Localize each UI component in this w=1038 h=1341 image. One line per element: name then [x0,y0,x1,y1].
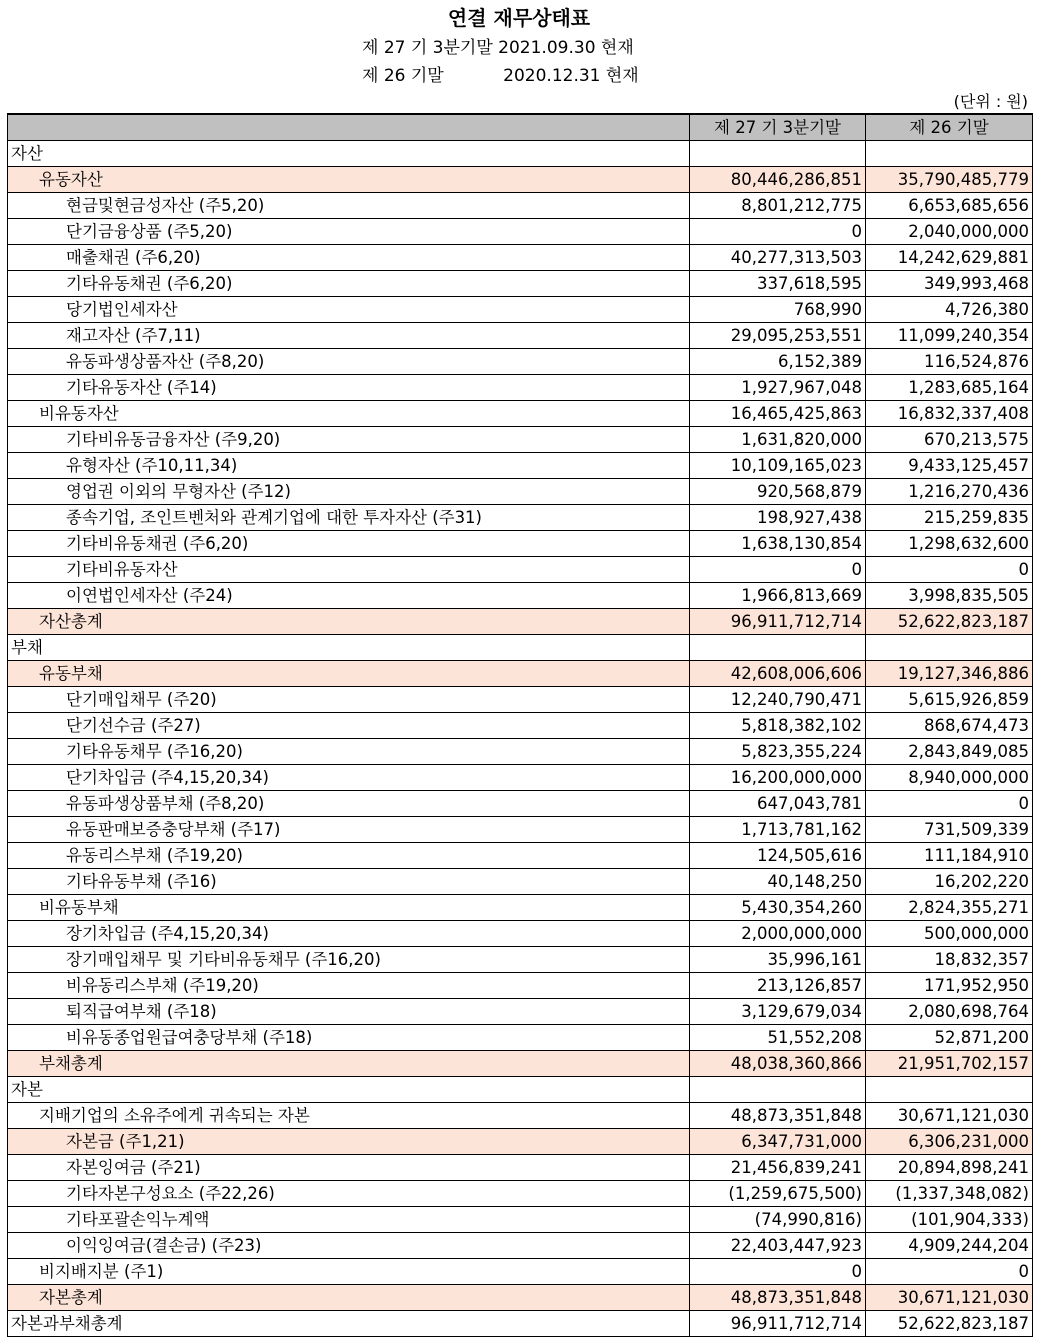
current-period-value [690,1077,866,1103]
current-period-value: 35,996,161 [690,947,866,973]
previous-period-value [866,141,1033,167]
row-label: 유동자산 [8,167,690,193]
table-row [8,973,1033,999]
previous-period-value: 18,832,357 [866,947,1033,973]
balance-sheet-table [7,113,1033,1337]
unit-label: (단위 : 원) [953,92,1028,111]
previous-period-value: 30,671,121,030 [866,1103,1033,1129]
row-label: 비유동자산 [8,401,690,427]
table-row [8,1311,1033,1337]
table-row [8,245,1033,271]
header-previous-period: 제 26 기말 [866,114,1033,141]
table-row [8,1285,1033,1311]
table-row [8,687,1033,713]
row-label: 단기선수금 (주27) [8,713,690,739]
previous-period-value: 116,524,876 [866,349,1033,375]
current-period-value: 1,966,813,669 [690,583,866,609]
previous-period-value: 0 [866,1259,1033,1285]
current-period-value: 920,568,879 [690,479,866,505]
row-label: 장기매입채무 및 기타비유동채무 (주16,20) [8,947,690,973]
row-label: 기타비유동채권 (주6,20) [8,531,690,557]
previous-period-value: 1,283,685,164 [866,375,1033,401]
current-period-value: 5,823,355,224 [690,739,866,765]
current-period-value: 12,240,790,471 [690,687,866,713]
table-row [8,349,1033,375]
current-period-value: 1,631,820,000 [690,427,866,453]
previous-period-value: 9,433,125,457 [866,453,1033,479]
row-label: 유동리스부채 (주19,20) [8,843,690,869]
row-label: 비유동부채 [8,895,690,921]
header-current-period: 제 27 기 3분기말 [690,114,866,141]
current-period-value: 96,911,712,714 [690,1311,866,1337]
current-period-value: 3,129,679,034 [690,999,866,1025]
previous-period-value: 6,306,231,000 [866,1129,1033,1155]
period-current: 제 27 기 3분기말 2021.09.30 현재 [362,38,634,58]
table-row [8,479,1033,505]
current-period-value: 22,403,447,923 [690,1233,866,1259]
current-period-value: 0 [690,219,866,245]
previous-period-value: 731,509,339 [866,817,1033,843]
table-row [8,1103,1033,1129]
current-period-value: 198,927,438 [690,505,866,531]
current-period-value: 96,911,712,714 [690,609,866,635]
current-period-value: (74,990,816) [690,1207,866,1233]
row-label: 종속기업, 조인트벤처와 관계기업에 대한 투자자산 (주31) [8,505,690,531]
table-header-row [8,114,1033,141]
current-period-value: 337,618,595 [690,271,866,297]
table-row [8,921,1033,947]
row-label: 단기금융상품 (주5,20) [8,219,690,245]
row-label: 퇴직급여부채 (주18) [8,999,690,1025]
row-label: 단기차입금 (주4,15,20,34) [8,765,690,791]
row-label: 자산 [8,141,690,167]
table-row [8,999,1033,1025]
current-period-value: 213,126,857 [690,973,866,999]
header-account [8,114,690,141]
previous-period-value: 0 [866,791,1033,817]
previous-period-value: 5,615,926,859 [866,687,1033,713]
table-row [8,427,1033,453]
current-period-value: 6,152,389 [690,349,866,375]
row-label: 유동판매보증충당부채 (주17) [8,817,690,843]
table-row [8,323,1033,349]
table-row [8,141,1033,167]
row-label: 이연법인세자산 (주24) [8,583,690,609]
previous-period-value: 1,216,270,436 [866,479,1033,505]
document-title: 연결 재무상태표 [447,6,591,30]
table-row [8,843,1033,869]
row-label: 기타유동자산 (주14) [8,375,690,401]
row-label: 단기매입채무 (주20) [8,687,690,713]
row-label: 유동파생상품자산 (주8,20) [8,349,690,375]
row-label: 기타비유동자산 [8,557,690,583]
previous-period-value: 4,726,380 [866,297,1033,323]
current-period-value: 48,038,360,866 [690,1051,866,1077]
row-label: 자본잉여금 (주21) [8,1155,690,1181]
previous-period-value: 19,127,346,886 [866,661,1033,687]
current-period-value: 10,109,165,023 [690,453,866,479]
table-row [8,739,1033,765]
previous-period-value: 670,213,575 [866,427,1033,453]
previous-period-value: 20,894,898,241 [866,1155,1033,1181]
previous-period-value: 11,099,240,354 [866,323,1033,349]
table-row [8,791,1033,817]
row-label: 재고자산 (주7,11) [8,323,690,349]
previous-period-value: 35,790,485,779 [866,167,1033,193]
row-label: 비유동종업원급여충당부채 (주18) [8,1025,690,1051]
table-row [8,713,1033,739]
table-row [8,895,1033,921]
row-label: 영업권 이외의 무형자산 (주12) [8,479,690,505]
current-period-value: 8,801,212,775 [690,193,866,219]
table-row [8,609,1033,635]
current-period-value: (1,259,675,500) [690,1181,866,1207]
current-period-value: 124,505,616 [690,843,866,869]
table-row [8,869,1033,895]
table-row [8,401,1033,427]
row-label: 매출채권 (주6,20) [8,245,690,271]
previous-period-value: 30,671,121,030 [866,1285,1033,1311]
row-label: 당기법인세자산 [8,297,690,323]
row-label: 자본총계 [8,1285,690,1311]
row-label: 유동파생상품부채 (주8,20) [8,791,690,817]
previous-period-value [866,1077,1033,1103]
previous-period-value: 16,832,337,408 [866,401,1033,427]
current-period-value: 40,148,250 [690,869,866,895]
table-row [8,453,1033,479]
current-period-value: 48,873,351,848 [690,1103,866,1129]
current-period-value [690,141,866,167]
current-period-value: 40,277,313,503 [690,245,866,271]
previous-period-value: 6,653,685,656 [866,193,1033,219]
table-row [8,219,1033,245]
table-row [8,765,1033,791]
row-label: 기타자본구성요소 (주22,26) [8,1181,690,1207]
previous-period-value: 2,040,000,000 [866,219,1033,245]
previous-period-value: 21,951,702,157 [866,1051,1033,1077]
row-label: 자본금 (주1,21) [8,1129,690,1155]
current-period-value: 1,927,967,048 [690,375,866,401]
table-row [8,557,1033,583]
current-period-value: 80,446,286,851 [690,167,866,193]
row-label: 기타유동채무 (주16,20) [8,739,690,765]
current-period-value: 5,818,382,102 [690,713,866,739]
table-row [8,1025,1033,1051]
row-label: 기타유동부채 (주16) [8,869,690,895]
row-label: 기타비유동금융자산 (주9,20) [8,427,690,453]
current-period-value: 42,608,006,606 [690,661,866,687]
current-period-value: 768,990 [690,297,866,323]
previous-period-value: 3,998,835,505 [866,583,1033,609]
row-label: 자본과부채총계 [8,1311,690,1337]
row-label: 비지배지분 (주1) [8,1259,690,1285]
previous-period-value: 111,184,910 [866,843,1033,869]
previous-period-value: 52,622,823,187 [866,609,1033,635]
table-row [8,167,1033,193]
current-period-value: 647,043,781 [690,791,866,817]
current-period-value: 1,638,130,854 [690,531,866,557]
current-period-value: 16,200,000,000 [690,765,866,791]
previous-period-value: (101,904,333) [866,1207,1033,1233]
table-row [8,817,1033,843]
row-label: 자본 [8,1077,690,1103]
table-row [8,661,1033,687]
current-period-value: 21,456,839,241 [690,1155,866,1181]
row-label: 자산총계 [8,609,690,635]
current-period-value: 48,873,351,848 [690,1285,866,1311]
current-period-value: 0 [690,1259,866,1285]
table-row [8,1181,1033,1207]
current-period-value: 2,000,000,000 [690,921,866,947]
previous-period-value: 8,940,000,000 [866,765,1033,791]
previous-period-value: 0 [866,557,1033,583]
row-label: 이익잉여금(결손금) (주23) [8,1233,690,1259]
table-row [8,531,1033,557]
previous-period-value: 868,674,473 [866,713,1033,739]
previous-period-value: 52,871,200 [866,1025,1033,1051]
row-label: 장기차입금 (주4,15,20,34) [8,921,690,947]
current-period-value [690,635,866,661]
row-label: 현금및현금성자산 (주5,20) [8,193,690,219]
table-row [8,1129,1033,1155]
previous-period-value [866,635,1033,661]
row-label: 비유동리스부채 (주19,20) [8,973,690,999]
table-row [8,193,1033,219]
previous-period-value: 500,000,000 [866,921,1033,947]
previous-period-value: 215,259,835 [866,505,1033,531]
table-row [8,1207,1033,1233]
current-period-value: 16,465,425,863 [690,401,866,427]
table-row [8,271,1033,297]
previous-period-value: 14,242,629,881 [866,245,1033,271]
current-period-value: 6,347,731,000 [690,1129,866,1155]
row-label: 유동부채 [8,661,690,687]
previous-period-value: 1,298,632,600 [866,531,1033,557]
table-row [8,1155,1033,1181]
previous-period-value: 16,202,220 [866,869,1033,895]
previous-period-value: 2,080,698,764 [866,999,1033,1025]
table-row [8,1051,1033,1077]
row-label: 기타포괄손익누계액 [8,1207,690,1233]
table-row [8,1259,1033,1285]
table-row [8,583,1033,609]
previous-period-value: 171,952,950 [866,973,1033,999]
table-row [8,1233,1033,1259]
row-label: 부채 [8,635,690,661]
row-label: 지배기업의 소유주에게 귀속되는 자본 [8,1103,690,1129]
table-row [8,947,1033,973]
table-row [8,375,1033,401]
previous-period-value: (1,337,348,082) [866,1181,1033,1207]
current-period-value: 51,552,208 [690,1025,866,1051]
current-period-value: 1,713,781,162 [690,817,866,843]
table-row [8,635,1033,661]
previous-period-value: 52,622,823,187 [866,1311,1033,1337]
row-label: 기타유동채권 (주6,20) [8,271,690,297]
row-label: 부채총계 [8,1051,690,1077]
table-row [8,1077,1033,1103]
row-label: 유형자산 (주10,11,34) [8,453,690,479]
previous-period-value: 4,909,244,204 [866,1233,1033,1259]
table-row [8,297,1033,323]
previous-period-value: 349,993,468 [866,271,1033,297]
period-previous: 제 26 기말 2020.12.31 현재 [362,66,639,86]
previous-period-value: 2,843,849,085 [866,739,1033,765]
current-period-value: 29,095,253,551 [690,323,866,349]
current-period-value: 0 [690,557,866,583]
current-period-value: 5,430,354,260 [690,895,866,921]
previous-period-value: 2,824,355,271 [866,895,1033,921]
table-row [8,505,1033,531]
